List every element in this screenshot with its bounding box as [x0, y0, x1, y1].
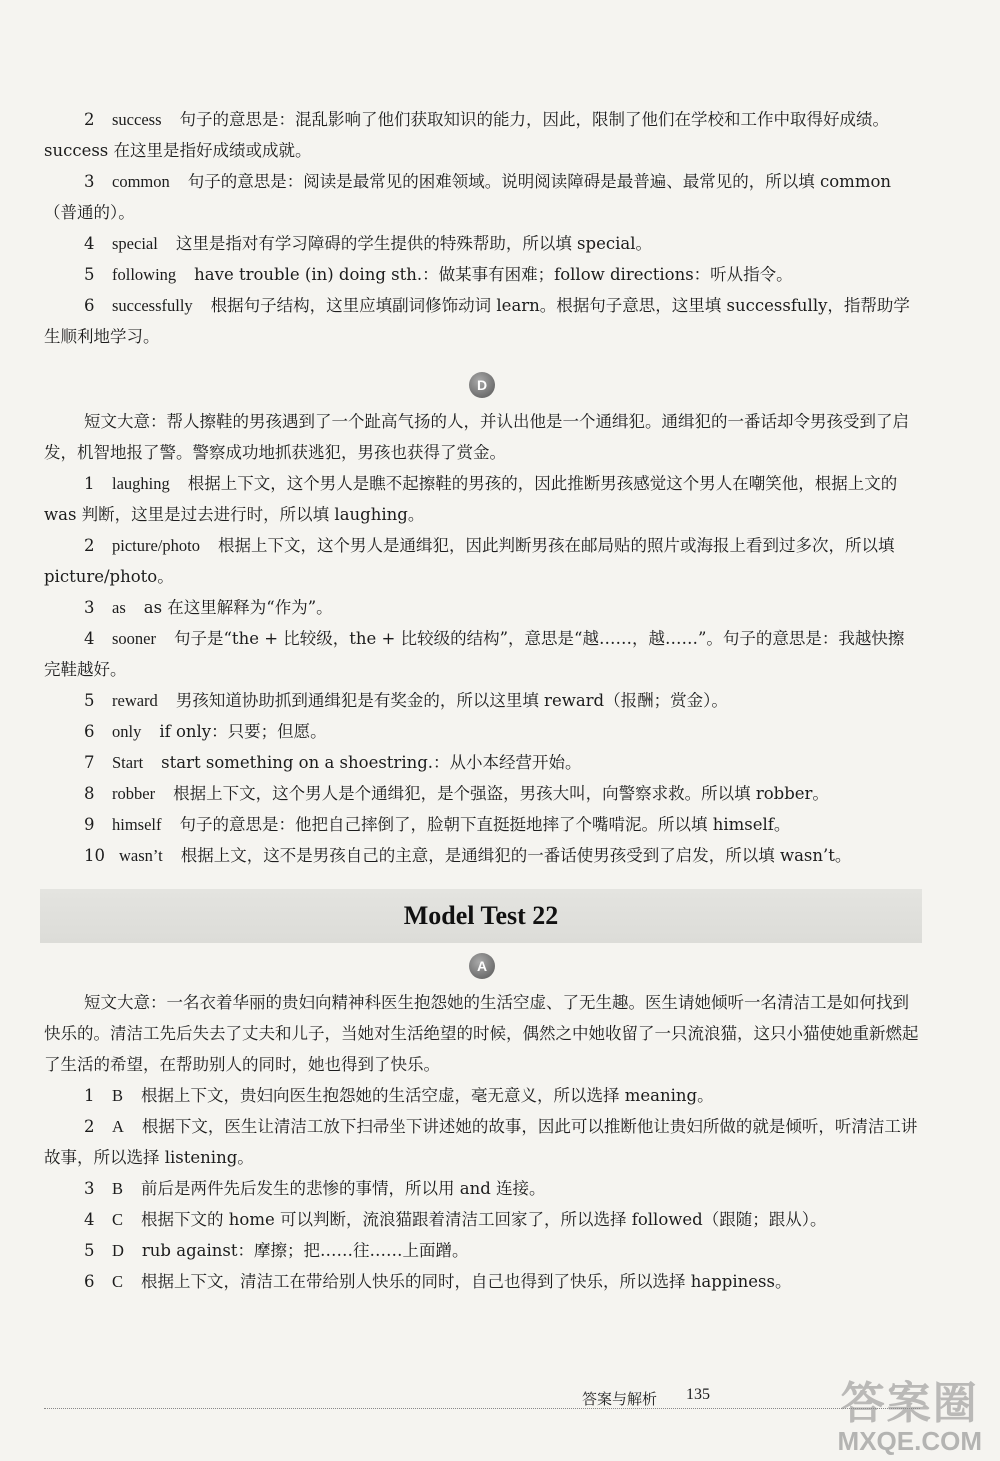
- answer-item: [44, 623, 920, 685]
- section-a-badge: A: [469, 953, 495, 979]
- item-answer: B: [112, 1086, 124, 1105]
- model-test-title: Model Test 22: [403, 901, 559, 930]
- item-explanation: as 在这里解释为“作为”。: [143, 598, 333, 617]
- answer-item: [44, 1111, 920, 1173]
- item-number: 5: [84, 265, 95, 284]
- page-content: [44, 104, 920, 1297]
- item-answer: special: [112, 234, 158, 253]
- item-explanation: 根据下文，医生让清洁工放下扫帚坐下讲述她的故事，因此可以推断他让贵妇所做的就是倾听，听清洁工讲故事，所以选择 listening。: [44, 1117, 918, 1167]
- answer-item: [44, 166, 920, 228]
- section-d-answers: [44, 468, 920, 871]
- section-d-marker: [44, 372, 920, 398]
- item-number: 4: [84, 1210, 95, 1229]
- answer-item: [44, 1173, 920, 1204]
- item-answer: as: [112, 598, 126, 617]
- item-number: 8: [84, 784, 95, 803]
- item-explanation: start something on a shoestring.：从小本经营开始。: [161, 753, 582, 772]
- section-d-badge: D: [469, 372, 495, 398]
- item-number: 4: [84, 629, 95, 648]
- item-explanation: 这里是指对有学习障碍的学生提供的特殊帮助，所以填 special。: [175, 234, 652, 253]
- section-a-answers: [44, 1080, 920, 1297]
- watermark: [838, 1381, 982, 1455]
- item-number: 1: [84, 474, 95, 493]
- item-answer: C: [112, 1210, 124, 1229]
- answer-item: [44, 228, 920, 259]
- item-answer: B: [112, 1179, 124, 1198]
- item-explanation: 根据上下文，清洁工在带给别人快乐的同时，自己也得到了快乐，所以选择 happiness。: [141, 1272, 792, 1291]
- item-explanation: 句子的意思是：混乱影响了他们获取知识的能力，因此，限制了他们在学校和工作中取得好成绩。success 在这里是指好成绩或成就。: [44, 110, 889, 160]
- answer-item: [44, 840, 920, 871]
- answer-item: [44, 747, 920, 778]
- item-explanation: 根据句子结构，这里应填副词修饰动词 learn。根据句子意思，这里填 successfully，指帮助学生顺利地学习。: [44, 296, 910, 346]
- item-explanation: 根据上下文，这个男人是个通缉犯，是个强盗，男孩大叫，向警察求救。所以填 robber。: [173, 784, 829, 803]
- answer-item: [44, 809, 920, 840]
- item-answer: sooner: [112, 629, 156, 648]
- item-explanation: 句子的意思是：他把自己摔倒了，脸朝下直挺挺地摔了个嘴啃泥。所以填 himself。: [179, 815, 791, 834]
- item-number: 4: [84, 234, 95, 253]
- section-d-summary: 短文大意：帮人擦鞋的男孩遇到了一个趾高气扬的人，并认出他是一个通缉犯。通缉犯的一番话却令男孩受到了启发，机智地报了警。警察成功地抓获逃犯，男孩也获得了赏金。: [44, 412, 909, 462]
- item-explanation: 男孩知道协助抓到通缉犯是有奖金的，所以这里填 reward（报酬；赏金）。: [175, 691, 728, 710]
- item-answer: robber: [112, 784, 156, 803]
- item-number: 1: [84, 1086, 95, 1105]
- answer-item: [44, 1204, 920, 1235]
- answer-item: [44, 778, 920, 809]
- item-answer: Start: [112, 753, 144, 772]
- item-answer: reward: [112, 691, 158, 710]
- answer-item: [44, 716, 920, 747]
- section-c-answers: [44, 104, 920, 352]
- item-explanation: have trouble (in) doing sth.：做某事有困难；follow directions：听从指令。: [194, 265, 793, 284]
- item-answer: picture/photo: [112, 536, 200, 555]
- section-a-summary: 短文大意：一名衣着华丽的贵妇向精神科医生抱怨她的生活空虚、了无生趣。医生请她倾听一名清洁工是如何找到快乐的。清洁工先后失去了丈夫和儿子，当她对生活绝望的时候，偶然之中她收留了一只流浪猫，这只小猫使她重新燃起了生活的希望，在帮助别人的同时，她也得到了快乐。: [44, 993, 919, 1074]
- item-answer: himself: [112, 815, 162, 834]
- page-footer: [44, 1388, 920, 1409]
- answer-item: [44, 592, 920, 623]
- item-answer: C: [112, 1272, 124, 1291]
- watermark-url: MXQE.COM: [837, 1426, 982, 1456]
- item-explanation: rub against：摩擦；把……往……上面蹭。: [141, 1241, 469, 1260]
- item-number: 6: [84, 296, 95, 315]
- item-answer: only: [112, 722, 142, 741]
- answer-item: [44, 685, 920, 716]
- item-number: 5: [84, 1241, 95, 1260]
- item-explanation: 前后是两件先后发生的悲惨的事情，所以用 and 连接。: [141, 1179, 546, 1198]
- item-explanation: 句子是“the + 比较级，the + 比较级的结构”，意思是“越……，越……”。句子的意思是：我越快擦完鞋越好。: [44, 629, 905, 679]
- item-number: 2: [84, 536, 95, 555]
- answer-item: [44, 1080, 920, 1111]
- item-explanation: 根据上下文，这个男人是瞧不起擦鞋的男孩的，因此推断男孩感觉这个男人在嘲笑他，根据上文的 was 判断，这里是过去进行时，所以填 laughing。: [44, 474, 898, 524]
- item-explanation: 根据上下文，贵妇向医生抱怨她的生活空虚，毫无意义，所以选择 meaning。: [141, 1086, 714, 1105]
- item-answer: wasn’t: [119, 846, 163, 865]
- answer-item: [44, 104, 920, 166]
- answer-item: [44, 530, 920, 592]
- item-number: 6: [84, 722, 95, 741]
- item-explanation: 根据上文，这不是男孩自己的主意，是通缉犯的一番话使男孩受到了启发，所以填 wasn’t。: [180, 846, 852, 865]
- section-a-marker: [44, 953, 920, 979]
- answer-item: [44, 259, 920, 290]
- item-explanation: 根据下文的 home 可以判断，流浪猫跟着清洁工回家了，所以选择 followed（跟随；跟从）。: [141, 1210, 827, 1229]
- item-number: 2: [84, 1117, 95, 1136]
- item-explanation: if only：只要；但愿。: [159, 722, 327, 741]
- item-number: 3: [84, 172, 95, 191]
- footer-label: 答案与解析: [582, 1390, 658, 1408]
- item-number: 7: [84, 753, 95, 772]
- item-number: 9: [84, 815, 95, 834]
- watermark-logo: 答案圈: [840, 1379, 979, 1428]
- item-number: 2: [84, 110, 95, 129]
- answer-item: [44, 1235, 920, 1266]
- item-explanation: 句子的意思是：阅读是最常见的困难领域。说明阅读障碍是最普遍、最常见的，所以填 common（普通的）。: [44, 172, 892, 222]
- item-answer: following: [112, 265, 177, 284]
- answer-item: [44, 290, 920, 352]
- item-answer: D: [112, 1241, 124, 1260]
- item-answer: common: [112, 172, 170, 191]
- item-number: 5: [84, 691, 95, 710]
- item-number: 10: [84, 846, 105, 865]
- item-answer: successfully: [112, 296, 193, 315]
- item-explanation: 根据上下文，这个男人是通缉犯，因此判断男孩在邮局贴的照片或海报上看到过多次，所以填 picture/photo。: [44, 536, 895, 586]
- item-answer: laughing: [112, 474, 170, 493]
- answer-item: [44, 1266, 920, 1297]
- item-number: 6: [84, 1272, 95, 1291]
- item-number: 3: [84, 598, 95, 617]
- answer-item: [44, 468, 920, 530]
- item-answer: A: [112, 1117, 124, 1136]
- page-number: 135: [686, 1386, 710, 1403]
- item-number: 3: [84, 1179, 95, 1198]
- item-answer: success: [112, 110, 162, 129]
- model-test-banner: [40, 889, 922, 943]
